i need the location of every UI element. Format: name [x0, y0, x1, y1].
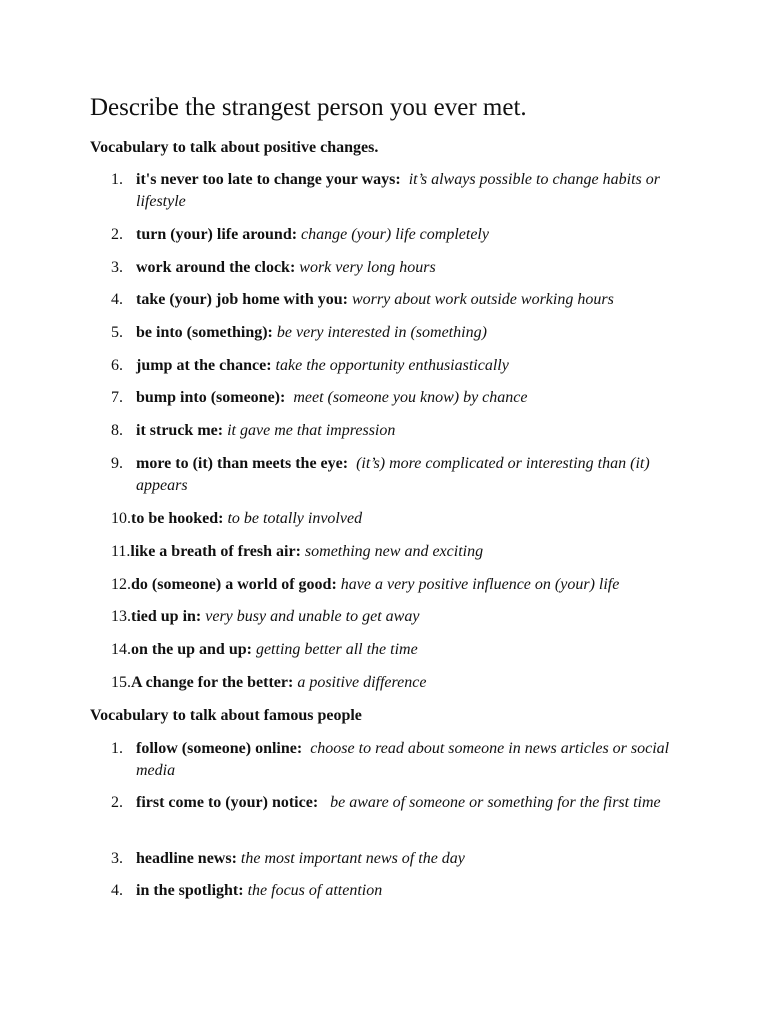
item-number: 3. [111, 850, 123, 867]
item-term: it struck me: [136, 422, 224, 439]
item-number: 15. [111, 674, 131, 691]
item-text [136, 387, 696, 409]
item-term: follow (someone) online: [136, 740, 303, 757]
item-text [136, 848, 696, 870]
item-term: jump at the chance: [136, 357, 272, 374]
item-number: 5. [111, 324, 123, 341]
item-definition: the focus of attention [247, 882, 383, 899]
item-text [111, 639, 696, 661]
item-text [111, 541, 696, 563]
item-definition: to be totally involved [227, 510, 363, 527]
item-definition: the most important news of the day [240, 850, 465, 867]
section-heading-famous-people: Vocabulary to talk about famous people [90, 707, 362, 724]
item-term: to be hooked: [131, 510, 224, 527]
item-definition: something new and exciting [304, 543, 484, 560]
item-text [111, 574, 696, 596]
item-term: tied up in: [131, 608, 202, 625]
item-number: 4. [111, 882, 123, 899]
item-term: work around the clock: [136, 259, 296, 276]
item-number: 11. [111, 543, 131, 560]
item-number: 1. [111, 740, 123, 757]
item-definition: choose to read about someone in news articles or social media [136, 740, 670, 779]
item-definition: worry about work outside working hours [352, 291, 614, 308]
item-definition: have a very positive influence on (your) life [340, 576, 620, 593]
section-heading-positive-changes: Vocabulary to talk about positive changes. [90, 139, 379, 156]
item-term: first come to (your) notice: [136, 794, 319, 811]
item-term: more to (it) than meets the eye: [136, 455, 349, 472]
item-term: in the spotlight: [136, 882, 244, 899]
item-term: on the up and up: [131, 641, 252, 658]
item-definition: getting better all the time [255, 641, 418, 658]
item-number: 8. [111, 422, 123, 439]
item-number: 14. [111, 641, 131, 658]
item-definition: work very long hours [299, 259, 436, 276]
item-text [136, 355, 696, 377]
item-definition: very busy and unable to get away [205, 608, 420, 625]
item-definition: be aware of someone or something for the first time [330, 794, 661, 811]
item-term: do (someone) a world of good: [131, 576, 337, 593]
item-term: A change for the better: [131, 674, 294, 691]
item-number: 1. [111, 171, 123, 188]
item-number: 10. [111, 510, 131, 527]
item-text [136, 792, 696, 814]
item-text [136, 880, 696, 902]
item-definition: (it’s) more complicated or interesting than (it) appears [136, 455, 650, 494]
item-term: turn (your) life around: [136, 226, 298, 243]
item-text [111, 508, 696, 530]
item-text [111, 672, 696, 694]
item-text [136, 453, 696, 497]
item-text [136, 420, 696, 442]
item-number: 2. [111, 226, 123, 243]
item-text [111, 606, 696, 628]
item-definition: change (your) life completely [301, 226, 489, 243]
item-text [136, 169, 696, 213]
item-number: 13. [111, 608, 131, 625]
item-text [136, 289, 696, 311]
item-number: 7. [111, 389, 123, 406]
item-number: 6. [111, 357, 123, 374]
item-number: 4. [111, 291, 123, 308]
item-definition: meet (someone you know) by chance [293, 389, 528, 406]
item-term: it's never too late to change your ways: [136, 171, 401, 188]
item-term: headline news: [136, 850, 237, 867]
item-text [136, 224, 696, 246]
item-term: take (your) job home with you: [136, 291, 348, 308]
item-number: 2. [111, 794, 123, 811]
item-text [136, 738, 696, 782]
item-definition: a positive difference [297, 674, 427, 691]
item-number: 12. [111, 576, 131, 593]
item-term: like a breath of fresh air: [130, 543, 301, 560]
item-definition: be very interested in (something) [276, 324, 487, 341]
item-number: 9. [111, 455, 123, 472]
item-text [136, 257, 696, 279]
item-term: bump into (someone): [136, 389, 286, 406]
item-term: be into (something): [136, 324, 273, 341]
item-number: 3. [111, 259, 123, 276]
page-title: Describe the strangest person you ever met. [90, 94, 527, 121]
item-definition: it’s always possible to change habits or lifestyle [136, 171, 660, 210]
item-definition: take the opportunity enthusiastically [275, 357, 509, 374]
item-text [136, 322, 696, 344]
item-definition: it gave me that impression [227, 422, 396, 439]
